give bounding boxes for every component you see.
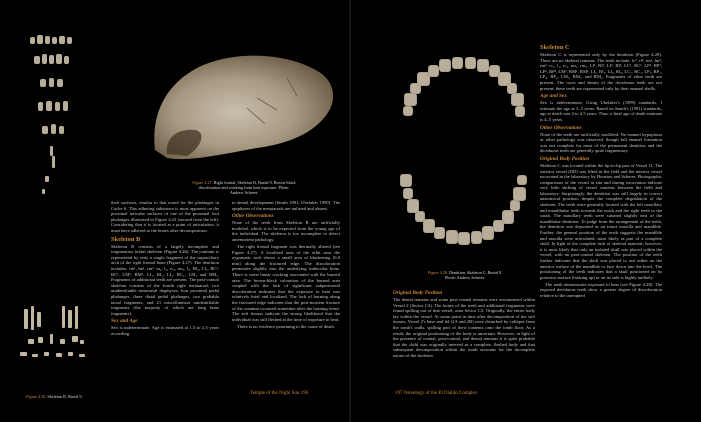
paragraph: Sex is indeterminate. Using Ubelaker's (1999) standards, I estimate the age at 3–5 years. Based on Smith's (1991) standards, age at death was 4 to 4.5 years. Thus, a final age of death estimate is 4–5 years. (540, 100, 662, 122)
tooth (493, 220, 504, 232)
skeleton-c-heading: Skeleton C (540, 44, 570, 51)
paragraph: Skeleton C is represented only by the dentition (Figure 4.28). There are no skeletal remains. The teeth include: lc², rl², rm¹, lm², rm², rc₁, l₁, rc₂, rm₁, rm₂, LI¹, RI¹, LI², RI², LC¹, RC¹, LP¹, RP¹, LP², RP², LM¹, RM¹, RM², LI₁, RI₁, LI₂, RI₂, LC₁, RC₁, LP₁, RP₁, LP₂, RP₂, LM₁, RM₁, and RM₂. Fragments of other teeth are present. The roots and dentin of the deciduous teeth are not present; these teeth are represented only by their enamel shells. (540, 52, 662, 91)
tooth (407, 199, 420, 213)
paragraph: None of the teeth are artificially modified. No enamel hypoplasia or other pathology was observed, though full enamel formation was not complete for most of the permanent dentition and the deciduous teeth are generally quite fragmentary. (540, 131, 662, 154)
paragraph: Skeleton C was located within the lip-to-lip pair of Vessel 1I. The exterior vessel (IID) was lifted in the field and the interior vessel excavated in the laboratory by Houston and Scherer. Photographic comparisons of the vessel in situ and during excavation indicate very little shifting of vessel contents between the field and laboratory. Surprisingly, the dentition was still largely in correct anatomical position, despite the complete degradation of the skeleton. The teeth were generally located with the left maxillary and mandibular teeth towards the north and the right teeth to the south. The maxillary teeth were situated slightly east of the mandibular dentition. To judge from the arrangement of the teeth, the dentition was deposited as an intact maxilla and mandible. Further, the general position of the teeth suggests the mandible and maxilla were articulated, most likely as part of a complete skull. In light of the complete lack of skeletal material, however, it is most likely that only an isolated skull was placed within the vessel, with no post-cranial skeleton. The position of the teeth further indicates that the skull was placed to rest either on the anterior surface of the mandible or face down into the bowl. The positioning of the teeth indicates that a skull positioned on its posterior surface (looking up) or on its side is highly unlikely. (540, 162, 662, 280)
age-sex-heading: Age and Sex (540, 93, 567, 100)
tooth (513, 187, 526, 201)
tooth (403, 188, 413, 199)
paragraph: to dental development (Smith 1991; Ubelaker 1999). The epiphyses of the metatarsals are unfused and absent. (232, 200, 340, 211)
tooth (515, 106, 525, 117)
paragraph: None of the teeth from Skeleton B are artificially modeled, which is to be expected from the young age of the individual. The skeleton is too incomplete to detect antemortem pathology. (232, 220, 340, 242)
figure-4-27-photo (137, 38, 343, 176)
paragraph: There is no evidence pertaining to the cause of death. (237, 323, 335, 329)
tooth (511, 93, 524, 107)
paragraph: The dental remains and some post-cranial remains were encountered within Vessel 2 (Sector C4). The bones of the teeth and additional fragments were found spilling out of that vessel, onto Sector C3. Originally, the entire body lay within the vessel. At some point in time after decomposition of the soft tissues, Vessel 2's base and lid (2A and 2B) were disturbed by collapse from the tomb's walls, spilling part of their contents onto the tomb floor. As a result, the original positioning of the body is uncertain. However, in light of the presence of cranial, post-cranial, and dental remains it is quite probable that the child was originally interred as a complete, fleshed body and that subsequent decomposition within the tomb accounts for the incomplete nature of the skeleton. (393, 297, 535, 358)
figure-4-26-caption: Figure 4.26. Skeleton B, Burial 9. (26, 394, 83, 399)
tooth (403, 106, 412, 116)
figure-4-28-caption: Figure 4.28. Dentition, Skeleton C, Burial 9. Photo: Andrew Scherer. (427, 270, 503, 280)
original-body-position-heading: Original Body Position (540, 155, 590, 162)
right-page (351, 0, 701, 422)
figure-4-28-photo (389, 46, 539, 256)
tooth (482, 226, 494, 239)
original-body-position-heading: Original Body Position (393, 290, 443, 296)
right-text-column-2 (540, 42, 662, 397)
right-text-column-1 (393, 288, 535, 392)
left-page-footer: Temple of the Night Sun 196 (250, 391, 309, 396)
tooth (471, 231, 483, 244)
left-page (0, 0, 350, 422)
tooth (404, 93, 417, 107)
left-text-column-1 (111, 200, 219, 392)
figure-4-26-photo (20, 34, 90, 389)
tooth (517, 175, 526, 185)
paragraph: their surfaces, similar to that noted for the phalanges in Cache 6. This adhering substance is most apparent on the proximal articular surfaces of one of the proximal foot phalanges illustrated in Figure 4.22 (second from the left). Considering that it is located at a point of articulation, it must have adhered to the bones after decomposition. (111, 200, 219, 233)
figure-4-27-caption: Figure 4.27. Right frontal: Skeleton B, Burial 9. Brown-black discoloration and cracking from heat exposure. Photo: Andrew Scherer. (192, 180, 296, 195)
tooth (400, 174, 413, 188)
age-sex-heading: Sex and Age (111, 318, 138, 325)
tooth (423, 219, 436, 233)
tooth (446, 230, 458, 243)
tooth (428, 65, 439, 77)
other-observations-heading: Other Observations (540, 124, 582, 131)
skeleton-b-heading: Skeleton B (111, 235, 141, 243)
tooth (415, 211, 425, 222)
tooth (458, 232, 469, 245)
right-page-footer: 197 Osteology of the El Diablo Complex (395, 391, 478, 396)
tooth (439, 59, 451, 72)
tooth (434, 227, 445, 239)
tooth (452, 57, 464, 70)
other-observations-heading: Other Observations (232, 213, 274, 220)
paragraph: Skeleton B consists of a largely incomplete and fragmentary infant skeleton (Figure 4.26). The cranium is represented by only a single fragment of the supraciliary arch of the right frontal bone (Figure 4.27). The dentition includes: rm¹, lm¹, rm², m₂, l₂, rc₂, rm₁, I₂, RI₂, LI₂, RC¹, RC¹, LM², RM¹, LI₁, RI₁, LI₁, RC₁, LM₁ and RM₁. Fragments of additional teeth are present. The post-cranial skeleton consists of the fourth right metatarsal, two unidentifiable metatarsal diaphyses, four proximal pedal phalanges, three distal pedal phalanges, two probable tarsal fragments, and 21 miscellaneous unidentifiable fragments (the majority of which are long bone fragments). (111, 243, 219, 316)
paragraph: The right frontal fragment was thermally altered (see Figure 4.27). A localized area of the orbit near the zygomatic arch shows a small area of blackening (6.0 mm) along the fractured edge. The discoloration permeates slightly into the underlying trabecular bone. There is some linear cracking associated with the burned area. The brown-black coloration of the burned area coupled with the lack of significant subperiosteal discoloration indicates that the exposure to heat was relatively brief and localized. The lack of burning along the fractured edge indicates that the post-mortem fracture of the cranium occurred sometime after the burning event. The soft tissues indicate the strong likelihood that the individual was still fleshed at the time of exposure to heat. (232, 244, 340, 322)
tooth (477, 59, 489, 72)
left-text-column-2 (232, 200, 340, 392)
tooth (465, 57, 476, 70)
paragraph: Sex is indeterminate. Age is estimated at 1.5 to 2.5 years according (111, 325, 219, 336)
paragraph: The teeth demonstrate exposure to heat (see Figure 4.28). The exposed deciduous teeth show a greater degree of discoloration relative to the unerupted (540, 281, 662, 299)
